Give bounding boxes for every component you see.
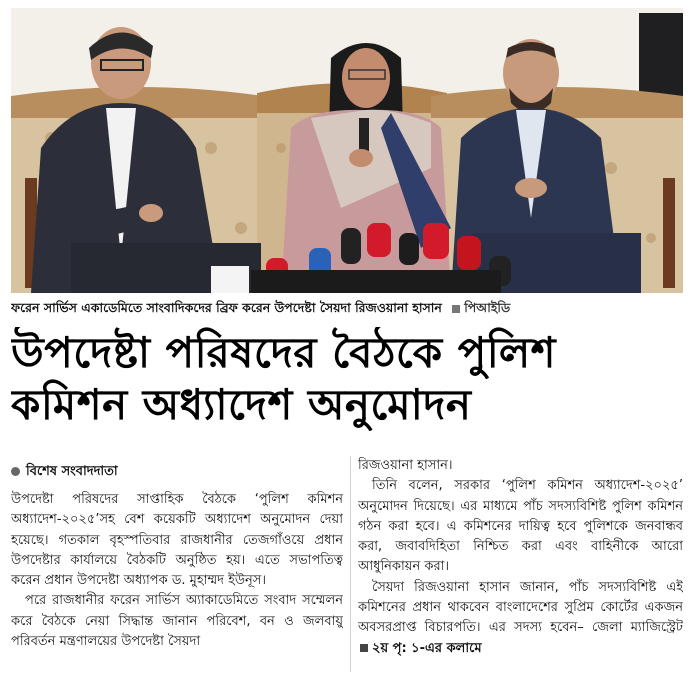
press-briefing-illustration xyxy=(11,8,683,293)
caption-text: ফরেন সার্ভিস একাডেমিতে সাংবাদিকদের ব্রিফ করেন উপদেষ্টা সৈয়দা রিজওয়ানা হাসান xyxy=(11,300,442,315)
byline xyxy=(11,462,341,482)
photo-credit: পিআইডি xyxy=(464,300,511,315)
column-divider xyxy=(350,456,351,672)
headline-line-1: উপদেষ্টা পরিষদের বৈঠকে পুলিশ xyxy=(11,328,556,377)
credit-marker-icon xyxy=(452,305,460,313)
article-column-left xyxy=(11,490,343,672)
continuation-link[interactable] xyxy=(358,641,482,656)
photo-caption xyxy=(11,297,683,319)
paragraph-text: সৈয়দা রিজওয়ানা হাসান জানান, পাঁচ সদস্যবিশিষ্ট এই কমিশনের প্রধান থাকবেন বাংলাদেশের সুপ্রিম কোর্টের একজন অবসরপ্রাপ্ত বিচারপতি। এর সদস্য হবেন– জেলা ম্যাজিস্ট্রেট xyxy=(358,579,683,636)
article-column-right xyxy=(358,456,683,672)
paragraph: উপদেষ্টা পরিষদের সাপ্তাহিক বৈঠকে ‘পুলিশ কমিশন অধ্যাদেশ-২০২৫’সহ বেশ কয়েকটি অধ্যাদেশ অনুমোদন দেয়া হয়েছে। গতকাল বৃহস্পতিবার রাজধানীর তেজগাঁওয়ে প্রধান উপদেষ্টার কার্যালয়ে বৈঠকটি অনুষ্ঠিত হয়। এতে সভাপতিত্ব করেন প্রধান উপদেষ্টা অধ্যাপক ড. মুহাম্মদ ইউনূস। xyxy=(11,492,343,589)
continuation-text: ২য় পৃ: ১-এর কলামে xyxy=(372,640,482,656)
square-icon xyxy=(360,644,368,652)
paragraph: পরে রাজধানীর ফরেন সার্ভিস অ্যাকাডেমিতে সংবাদ সম্মেলন করে বৈঠকে নেয়া সিদ্ধান্ত জানান পরিবেশ, বন ও জলবায়ু পরিবর্তন মন্ত্রণালয়ের উপদেষ্টা সৈয়দা xyxy=(11,593,343,650)
paragraph: রিজওয়ানা হাসান। xyxy=(358,458,453,473)
byline-text: বিশেষ সংবাদদাতা xyxy=(26,464,118,479)
headline xyxy=(11,327,683,435)
paragraph: তিনি বলেন, সরকার ‘পুলিশ কমিশন অধ্যাদেশ-২০২৫’ অনুমোদন দিয়েছে। এর মাধ্যমে পাঁচ সদস্যবিশিষ্ট পুলিশ কমিশন গঠন করা হবে। এ কমিশনের দায়িত্ব হবে পুলিশকে জনবান্ধব করা, জবাবদিহিতা নিশ্চিত করা এবং বাহিনীকে আরো আধুনিকায়ন করা। xyxy=(358,478,683,575)
paragraph xyxy=(358,578,683,659)
bullet-icon xyxy=(11,467,20,476)
news-photo xyxy=(11,8,683,293)
headline-line-2: কমিশন অধ্যাদেশ অনুমোদন xyxy=(11,380,472,429)
